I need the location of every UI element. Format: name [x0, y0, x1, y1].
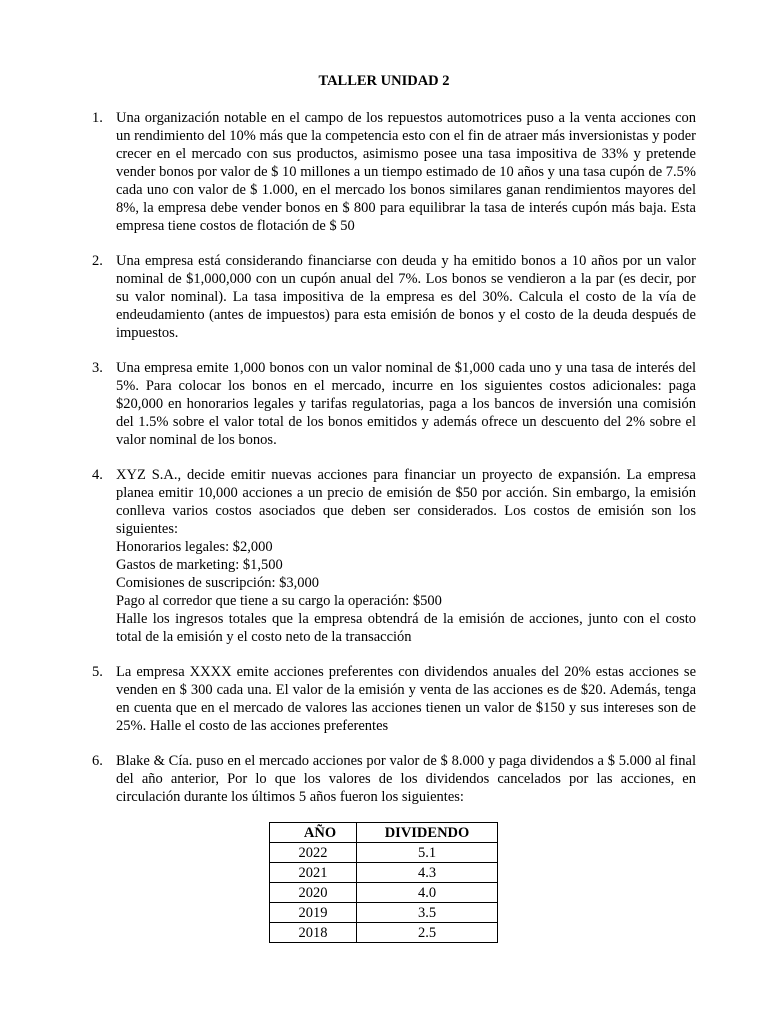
cost-line-subscription: Comisiones de suscripción: $3,000 — [116, 575, 319, 591]
list-item — [92, 109, 696, 235]
item-paragraph: Una empresa está considerando financiarse con deuda y ha emitido bonos a 10 años por un valor nominal de $1,000,000 con un cupón anual del 7%. Los bonos se vendieron a la par (es decir, por su valor nominal). La tasa impositiva de la empresa es del 30%. Calcula el costo de la vía de endeudamiento (antes de impuestos) para esta emisión de bonos y el costo de la deuda después de impuestos. — [116, 253, 696, 341]
item-paragraph: La empresa XXXX emite acciones preferentes con dividendos anuales del 20% estas acciones se venden en $ 300 cada una. El valor de la emisión y venta de las acciones es de $20. Además, tenga en cuenta que en el mercado de valores las acciones tienen un valor de $150 y sus intereses son de 25%. Halle el costo de las acciones preferentes — [116, 664, 696, 734]
item-paragraph: XYZ S.A., decide emitir nuevas acciones para financiar un proyecto de expansión. La empresa planea emitir 10,000 acciones a un precio de emisión de $50 por acción. Sin embargo, la emisión conlleva varios costos asociados que deben ser considerados. Los costos de emisión son los siguientes: — [116, 467, 696, 537]
table-row — [270, 843, 498, 863]
table-row — [270, 923, 498, 943]
cell-year: 2019 — [270, 903, 357, 923]
item-number: 2. — [92, 253, 103, 269]
cell-dividend: 2.5 — [357, 923, 498, 943]
item-paragraph: Una empresa emite 1,000 bonos con un valor nominal de $1,000 cada uno y una tasa de interés del 5%. Para colocar los bonos en el mercado, incurre en los siguientes costos adicionales: paga $20,000 en honorarios legales y tarifas regulatorias, paga a los bancos de inversión una comisión del 1.5% sobre el valor total de los bonos emitidos y además ofrece un descuento del 2% sobre el valor nominal de los bonos. — [116, 360, 696, 448]
item-text — [116, 252, 696, 342]
cell-dividend: 5.1 — [357, 843, 498, 863]
header-dividend: DIVIDENDO — [357, 823, 498, 843]
list-item — [92, 359, 696, 449]
item-text — [116, 466, 696, 646]
table-header-row — [270, 823, 498, 843]
dividend-table — [269, 822, 498, 943]
cost-line-legal: Honorarios legales: $2,000 — [116, 539, 273, 555]
item-closing: Halle los ingresos totales que la empresa obtendrá de la emisión de acciones, junto con el costo total de la emisión y el costo neto de la transacción — [116, 611, 696, 645]
item-number: 1. — [92, 110, 103, 126]
page-title: TALLER UNIDAD 2 — [318, 73, 450, 89]
cost-line-marketing: Gastos de marketing: $1,500 — [116, 557, 283, 573]
table-row — [270, 883, 498, 903]
item-text — [116, 359, 696, 449]
cell-year: 2018 — [270, 923, 357, 943]
table-row — [270, 863, 498, 883]
cost-line-broker: Pago al corredor que tiene a su cargo la operación: $500 — [116, 593, 442, 609]
list-item — [92, 466, 696, 646]
item-text — [116, 663, 696, 735]
item-number: 4. — [92, 467, 103, 483]
cell-dividend: 4.0 — [357, 883, 498, 903]
item-number: 6. — [92, 753, 103, 769]
cell-dividend: 3.5 — [357, 903, 498, 923]
header-year: AÑO — [270, 823, 357, 843]
item-paragraph: Una organización notable en el campo de los repuestos automotrices puso a la venta acciones con un rendimiento del 10% más que la competencia esto con el fin de atraer más inversionistas y poder crecer en el mercado con sus productos, asimismo posee una tasa impositiva de 33% y pretende vender bonos por valor de $ 10 millones a un tiempo estimado de 10 años y una tasa cupón de 7.5% cada uno con valor de $ 1.000, en el mercado los bonos similares ganan rendimientos mayores del 8%, la empresa debe vender bonos en $ 800 para equilibrar la tasa de interés cupón más baja. Esta empresa tiene costos de flotación de $ 50 — [116, 110, 696, 234]
item-paragraph: Blake & Cía. puso en el mercado acciones por valor de $ 8.000 y paga dividendos a $ 5.000 al final del año anterior, Por lo que los valores de los dividendos cancelados por las acciones, en circulación durante los últimos 5 años fueron los siguientes: — [116, 753, 696, 805]
cell-year: 2021 — [270, 863, 357, 883]
list-item — [92, 663, 696, 735]
item-number: 3. — [92, 360, 103, 376]
table-row — [270, 903, 498, 923]
item-text — [116, 109, 696, 235]
list-item — [92, 252, 696, 342]
dividend-table-wrap — [269, 822, 498, 943]
item-number: 5. — [92, 664, 103, 680]
list-item — [92, 752, 696, 806]
item-text — [116, 752, 696, 806]
cell-year: 2022 — [270, 843, 357, 863]
cell-dividend: 4.3 — [357, 863, 498, 883]
cell-year: 2020 — [270, 883, 357, 903]
